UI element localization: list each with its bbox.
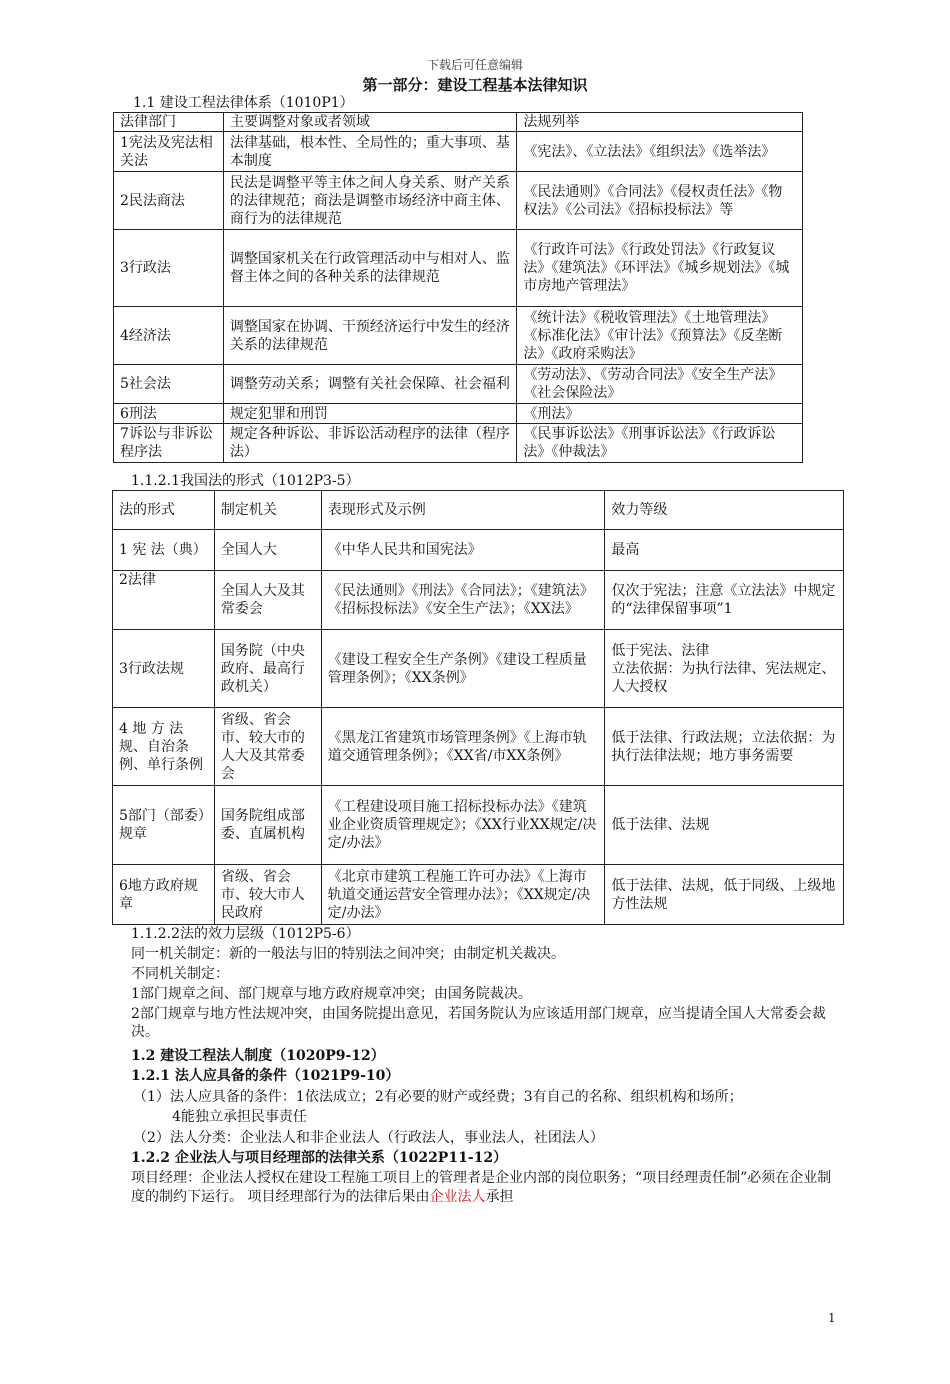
table-cell: 《行政许可法》《行政处罚法》《行政复议法》《建筑法》《环评法》《城乡规划法》《城市房地产管理法》 <box>517 230 803 307</box>
paragraph: 2部门规章与地方性法规冲突，由国务院提出意见，若国务院认为应该适用部门规章，应当提请全国人大常委会裁决。 <box>131 1006 826 1040</box>
table-cell: 7诉讼与非诉讼程序法 <box>114 424 224 463</box>
table-cell: 6地方政府规章 <box>113 865 215 925</box>
table-cell: 规定犯罪和刑罚 <box>223 404 517 424</box>
section-heading-1-2-2: 1.2.2 企业法人与项目经理部的法律关系（1022P11-12） <box>131 1150 508 1166</box>
column-header: 法的形式 <box>113 491 215 530</box>
column-header: 法律部门 <box>114 113 224 132</box>
section-heading-1-2-1: 1.2.1 法人应具备的条件（1021P9-10） <box>131 1068 400 1084</box>
column-header: 法规列举 <box>517 113 803 132</box>
table-row <box>114 424 803 463</box>
table-cell: 4 地 方 法规、自治条例、单行条例 <box>113 708 215 786</box>
paragraph: 不同机关制定： <box>131 966 229 982</box>
paragraph-text: 项目经理：企业法人授权在建设工程施工项目上的管理者是企业内部的岗位职务；“项目经理责任制”必须在企业制度的制约下运行。 项目经理部行为的法律后果由 <box>131 1170 832 1205</box>
table-cell: 《北京市建筑工程施工许可办法》《上海市轨道交通运营安全管理办法》；《XX规定/决定/办法》 <box>321 865 605 925</box>
table-cell: 低于法律、行政法规；立法依据：为执行法律法规；地方事务需要 <box>605 708 844 786</box>
column-header: 制定机关 <box>214 491 321 530</box>
table-cell: 《民法通则》《刑法》《合同法》；《建筑法》《招标投标法》《安全生产法》；《XX法》 <box>321 571 605 630</box>
table-cell: 《民法通则》《合同法》《侵权责任法》《物权法》《公司法》《招标投标法》等 <box>517 172 803 230</box>
table-row <box>113 865 844 925</box>
table-cell: 规定各种诉讼、非诉讼活动程序的法律（程序法） <box>223 424 517 463</box>
table-cell: 调整劳动关系；调整有关社会保障、社会福利 <box>223 365 517 404</box>
table-cell: 3行政法 <box>114 230 224 307</box>
table-row <box>113 786 844 865</box>
table-row <box>114 404 803 424</box>
table-cell: 《民事诉讼法》《刑事诉讼法》《行政诉讼法》《仲裁法》 <box>517 424 803 463</box>
paragraph: 同一机关制定：新的一般法与旧的特别法之间冲突；由制定机关裁决。 <box>131 946 565 962</box>
table-cell: 国务院（中央政府、最高行政机关） <box>214 630 321 708</box>
table-cell: 2法律 <box>113 571 215 630</box>
table-cell: 5社会法 <box>114 365 224 404</box>
table-cell: 《统计法》《税收管理法》《土地管理法》《标准化法》《审计法》《预算法》《反垄断法》《政府采购法》 <box>517 307 803 365</box>
table-row <box>114 365 803 404</box>
table-cell: 《刑法》 <box>517 404 803 424</box>
section-heading-1-1-2-2: 1.1.2.2法的效力层级（1012P5-6） <box>131 926 360 942</box>
table-header-row <box>114 113 803 132</box>
table-row <box>113 571 844 630</box>
column-header: 主要调整对象或者领域 <box>223 113 517 132</box>
paragraph: 1部门规章之间、部门规章与地方政府规章冲突；由国务院裁决。 <box>131 986 532 1002</box>
table-row <box>114 230 803 307</box>
table-header-row <box>113 491 844 530</box>
table-cell: 调整国家机关在行政管理活动中与相对人、监督主体之间的各种关系的法律规范 <box>223 230 517 307</box>
table-cell: 《工程建设项目施工招标投标办法》《建筑业企业资质管理规定》；《XX行业XX规定/决定/办法》 <box>321 786 605 865</box>
table-cell: 全国人大及其常委会 <box>214 571 321 630</box>
paragraph: 4能独立承担民事责任 <box>172 1109 307 1125</box>
law-forms-table <box>112 490 844 925</box>
table-cell: 《宪法》、《立法法》《组织法》《选举法》 <box>517 132 803 172</box>
section-heading-1-2: 1.2 建设工程法人制度（1020P9-12） <box>131 1048 385 1064</box>
table-cell: 法律基础，根本性、全局性的；重大事项、基本制度 <box>223 132 517 172</box>
table-row <box>114 307 803 365</box>
paragraph-text: 承担 <box>485 1189 514 1205</box>
table-cell: 《中华人民共和国宪法》 <box>321 530 605 571</box>
highlighted-term: 企业法人 <box>429 1189 486 1205</box>
table-cell: 《建设工程安全生产条例》《建设工程质量管理条例》；《XX条例》 <box>321 630 605 708</box>
table-cell: 5部门（部委）规章 <box>113 786 215 865</box>
table-row <box>114 172 803 230</box>
table-cell: 调整国家在协调、干预经济运行中发生的经济关系的法律规范 <box>223 307 517 365</box>
table-row <box>113 530 844 571</box>
section-heading-1-1: 1.1 建设工程法律体系（1010P1） <box>133 95 354 111</box>
table-cell: 全国人大 <box>214 530 321 571</box>
table-cell: 4经济法 <box>114 307 224 365</box>
table-row <box>113 708 844 786</box>
table-cell: 3行政法规 <box>113 630 215 708</box>
table-row <box>113 630 844 708</box>
paragraph: （1）法人应具备的条件：1依法成立；2有必要的财产或经费；3有自己的名称、组织机构和场所； <box>133 1089 743 1105</box>
page-number: 1 <box>828 1311 836 1325</box>
table-cell: 低于法律、法规 <box>605 786 844 865</box>
table-cell: 1宪法及宪法相关法 <box>114 132 224 172</box>
column-header: 表现形式及示例 <box>321 491 605 530</box>
table-cell: 民法是调整平等主体之间人身关系、财产关系的法律规范；商法是调整市场经济中商主体、商行为的法律规范 <box>223 172 517 230</box>
table-row <box>114 132 803 172</box>
table-cell: 2民法商法 <box>114 172 224 230</box>
table-cell: 6刑法 <box>114 404 224 424</box>
page-title: 第一部分：建设工程基本法律知识 <box>362 76 588 94</box>
table-cell: 省级、省会市、较大市的人大及其常委会 <box>214 708 321 786</box>
table-cell: 国务院组成部委、直属机构 <box>214 786 321 865</box>
table-cell: 仅次于宪法；注意《立法法》中规定的“法律保留事项”1 <box>605 571 844 630</box>
table-cell: 省级、省会市、较大市人民政府 <box>214 865 321 925</box>
table-cell: 1 宪 法（典） <box>113 530 215 571</box>
paragraph: （2）法人分类：企业法人和非企业法人（行政法人，事业法人，社团法人） <box>133 1130 604 1146</box>
table-cell: 《劳动法》、《劳动合同法》《安全生产法》《社会保险法》 <box>517 365 803 404</box>
table-cell: 低于法律、法规，低于同级、上级地方性法规 <box>605 865 844 925</box>
paragraph <box>131 1169 836 1207</box>
section-heading-1-1-2-1: 1.1.2.1我国法的形式（1012P3-5） <box>131 473 360 489</box>
table-cell: 《黑龙江省建筑市场管理条例》《上海市轨道交通管理条例》；《XX省/市XX条例》 <box>321 708 605 786</box>
table-cell: 最高 <box>605 530 844 571</box>
top-note: 下载后可任意编辑 <box>426 58 523 72</box>
table-cell: 低于宪法、法律 立法依据：为执行法律、宪法规定、人大授权 <box>605 630 844 708</box>
column-header: 效力等级 <box>605 491 844 530</box>
law-system-table <box>113 112 803 463</box>
